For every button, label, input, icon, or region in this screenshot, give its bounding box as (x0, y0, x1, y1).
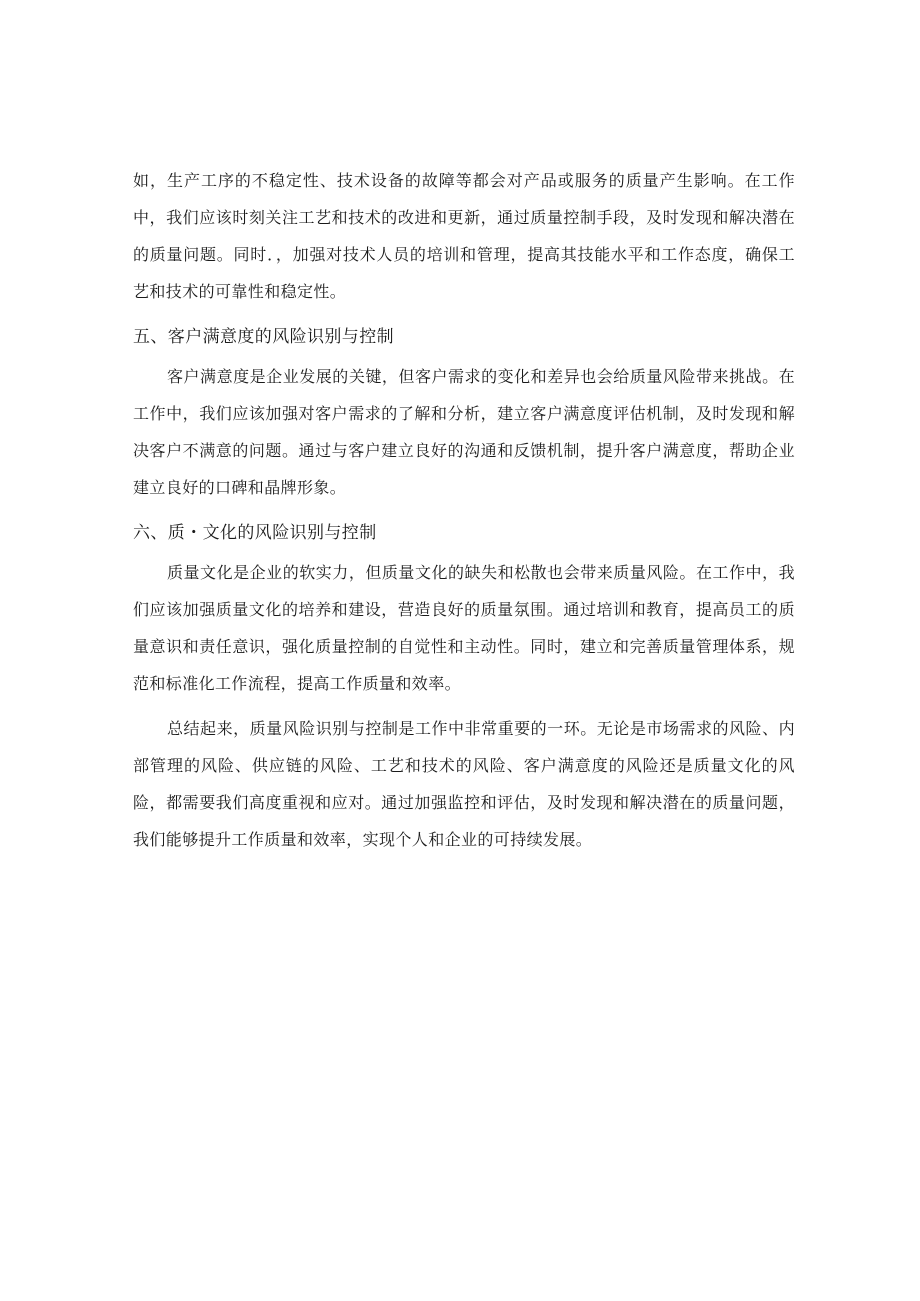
paragraph-customer-satisfaction: 客户满意度是企业发展的关键，但客户需求的变化和差异也会给质量风险带来挑战。在工作中，我们应该加强对客户需求的了解和分析，建立客户满意度评估机制，及时发现和解决客户不满意的问题。通过与客户建立良好的沟通和反馈机制，提升客户满意度，帮助企业建立良好的口碑和晶牌形象。 (133, 367, 795, 497)
section-heading-customer-satisfaction: 五、客户满意度的风险识别与控制 (133, 327, 394, 347)
paragraph-conclusion: 总结起来，质量风险识别与控制是工作中非常重要的一环。无论是市场需求的风险、内部管理的风险、供应链的风险、工艺和技术的风险、客户满意度的风险还是质量文化的风险，都需要我们高度重视和应对。通过加强监控和评估，及时发现和解决潜在的质量问题，我们能够提升工作质量和效率，实现个人和企业的可持续发展。 (133, 719, 795, 849)
paragraph-quality-culture: 质量文化是企业的软实力，但质量文化的缺失和松散也会带来质量风险。在工作中，我们应该加强质量文化的培养和建设，营造良好的质量氛围。通过培训和教育，提高员工的质量意识和责任意识，强化质量控制的自觉性和主动性。同时，建立和完善质量管理体系，规范和标准化工作流程，提高工作质量和效率。 (133, 563, 795, 693)
paragraph-process-technology-continued: 如，生产工序的不稳定性、技术设备的故障等都会对产品或服务的质量产生影响。在工作中，我们应该时刻关注工艺和技术的改进和更新，通过质量控制手段，及时发现和解决潜在的质量问题。同时．，加强对技术人员的培训和管理，提高其技能水平和工作态度，确保工艺和技术的可靠性和稳定性。 (133, 171, 795, 301)
section-heading-quality-culture: 六、质・文化的风险识别与控制 (133, 523, 377, 543)
document-body (133, 162, 795, 858)
